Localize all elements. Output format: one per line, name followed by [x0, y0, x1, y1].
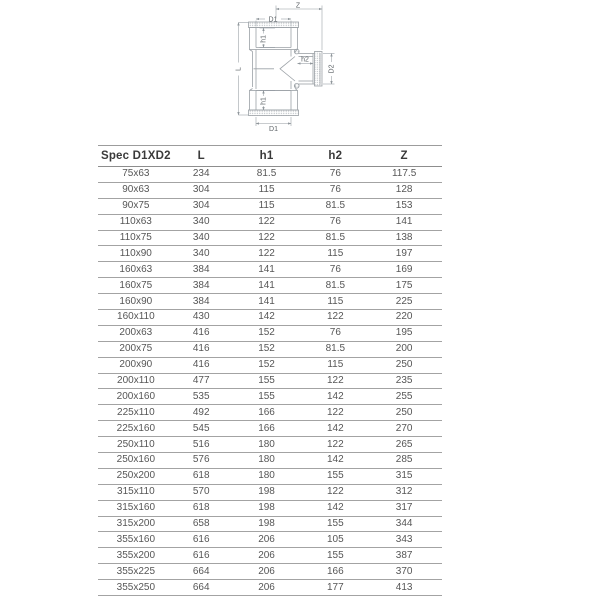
- table-cell-l: 492: [174, 405, 229, 421]
- table-cell-l: 616: [174, 548, 229, 564]
- table-cell-spec: 200x90: [98, 357, 174, 373]
- table-cell-h1: 122: [229, 230, 305, 246]
- table-cell-z: 200: [366, 341, 442, 357]
- table-cell-h2: 142: [304, 389, 366, 405]
- table-cell-h2: 76: [304, 182, 366, 198]
- table-cell-h2: 166: [304, 564, 366, 580]
- dim-label-h1-top: h1: [260, 34, 268, 43]
- table-cell-spec: 160x90: [98, 294, 174, 310]
- table-cell-h2: 81.5: [304, 341, 366, 357]
- table-cell-l: 340: [174, 214, 229, 230]
- branch-gasket-band: [315, 52, 323, 87]
- table-cell-h2: 177: [304, 580, 366, 596]
- table-cell-h1: 141: [229, 278, 305, 294]
- table-cell-z: 220: [366, 310, 442, 326]
- table-cell-l: 340: [174, 246, 229, 262]
- table-row: [98, 214, 442, 230]
- table-cell-h2: 76: [304, 262, 366, 278]
- dim-label-z: Z: [295, 2, 301, 10]
- table-cell-h2: 155: [304, 468, 366, 484]
- table-cell-h1: 206: [229, 548, 305, 564]
- table-cell-h2: 76: [304, 325, 366, 341]
- table-row: [98, 405, 442, 421]
- table-cell-h2: 81.5: [304, 198, 366, 214]
- table-cell-spec: 355x200: [98, 548, 174, 564]
- table-cell-l: 658: [174, 516, 229, 532]
- table-cell-z: 370: [366, 564, 442, 580]
- table-cell-h2: 122: [304, 310, 366, 326]
- table-cell-l: 570: [174, 484, 229, 500]
- table-cell-h2: 76: [304, 214, 366, 230]
- table-cell-spec: 110x90: [98, 246, 174, 262]
- table-cell-l: 416: [174, 325, 229, 341]
- table-cell-h1: 152: [229, 341, 305, 357]
- column-header-z: Z: [366, 146, 442, 167]
- table-cell-z: 153: [366, 198, 442, 214]
- table-cell-h1: 206: [229, 564, 305, 580]
- table-cell-h2: 142: [304, 500, 366, 516]
- table-row: [98, 246, 442, 262]
- table-cell-h2: 155: [304, 516, 366, 532]
- table-cell-z: 225: [366, 294, 442, 310]
- table-cell-l: 576: [174, 453, 229, 469]
- table-cell-spec: 225x110: [98, 405, 174, 421]
- table-row: [98, 167, 442, 183]
- table-cell-l: 340: [174, 230, 229, 246]
- table-cell-l: 616: [174, 532, 229, 548]
- bottom-gasket-band: [249, 110, 299, 116]
- table-row: [98, 357, 442, 373]
- table-cell-z: 197: [366, 246, 442, 262]
- header-row: [98, 146, 442, 167]
- table-cell-l: 234: [174, 167, 229, 183]
- table-row: [98, 468, 442, 484]
- table-cell-spec: 200x160: [98, 389, 174, 405]
- table-cell-z: 343: [366, 532, 442, 548]
- table-cell-h1: 155: [229, 389, 305, 405]
- table-cell-spec: 315x200: [98, 516, 174, 532]
- table-cell-spec: 110x63: [98, 214, 174, 230]
- dim-label-h1-bottom: h1: [260, 97, 268, 105]
- column-header-h1: h1: [229, 146, 305, 167]
- table-cell-z: 175: [366, 278, 442, 294]
- table-cell-z: 344: [366, 516, 442, 532]
- table-cell-z: 128: [366, 182, 442, 198]
- table-cell-l: 664: [174, 580, 229, 596]
- tee-fitting-drawing: [225, 0, 370, 140]
- table-cell-h2: 122: [304, 437, 366, 453]
- table-cell-z: 312: [366, 484, 442, 500]
- table-cell-z: 270: [366, 421, 442, 437]
- table-cell-z: 250: [366, 405, 442, 421]
- table-cell-z: 141: [366, 214, 442, 230]
- table-cell-z: 117.5: [366, 167, 442, 183]
- table-cell-l: 384: [174, 262, 229, 278]
- table-cell-z: 265: [366, 437, 442, 453]
- table-row: [98, 325, 442, 341]
- column-header-h2: h2: [304, 146, 366, 167]
- table-cell-z: 255: [366, 389, 442, 405]
- table-cell-h2: 122: [304, 405, 366, 421]
- dim-label-d2: D2: [328, 64, 336, 74]
- table-cell-z: 195: [366, 325, 442, 341]
- table-row: [98, 580, 442, 596]
- table-cell-h2: 115: [304, 294, 366, 310]
- table-cell-spec: 90x63: [98, 182, 174, 198]
- table-row: [98, 262, 442, 278]
- dim-label-h2: h2: [301, 56, 309, 64]
- table-cell-h1: 141: [229, 262, 305, 278]
- table-row: [98, 500, 442, 516]
- table-cell-h1: 206: [229, 580, 305, 596]
- table-cell-l: 618: [174, 468, 229, 484]
- table-cell-l: 618: [174, 500, 229, 516]
- table-row: [98, 516, 442, 532]
- branch-joint-gasket-bottom: [294, 83, 299, 88]
- table-cell-spec: 200x75: [98, 341, 174, 357]
- table-cell-spec: 200x110: [98, 373, 174, 389]
- table-cell-l: 416: [174, 341, 229, 357]
- table-row: [98, 453, 442, 469]
- table-row: [98, 182, 442, 198]
- table-cell-l: 416: [174, 357, 229, 373]
- table-cell-spec: 250x160: [98, 453, 174, 469]
- table-cell-h1: 198: [229, 500, 305, 516]
- table-cell-h1: 141: [229, 294, 305, 310]
- table-cell-spec: 355x225: [98, 564, 174, 580]
- table-cell-h1: 180: [229, 453, 305, 469]
- table-cell-spec: 225x160: [98, 421, 174, 437]
- table-cell-z: 387: [366, 548, 442, 564]
- table-cell-l: 430: [174, 310, 229, 326]
- table-cell-h1: 122: [229, 214, 305, 230]
- table-cell-l: 384: [174, 278, 229, 294]
- table-cell-h1: 142: [229, 310, 305, 326]
- table-cell-l: 545: [174, 421, 229, 437]
- table-cell-h2: 155: [304, 548, 366, 564]
- table-cell-l: 304: [174, 198, 229, 214]
- table-cell-spec: 90x75: [98, 198, 174, 214]
- table-cell-h1: 166: [229, 405, 305, 421]
- column-header-spec: Spec D1XD2: [98, 146, 174, 167]
- table-row: [98, 421, 442, 437]
- table-cell-z: 138: [366, 230, 442, 246]
- dim-label-d1-bottom: D1: [269, 126, 278, 133]
- table-cell-spec: 355x250: [98, 580, 174, 596]
- table-row: [98, 437, 442, 453]
- table-cell-h1: 115: [229, 198, 305, 214]
- table-cell-z: 285: [366, 453, 442, 469]
- table-cell-z: 413: [366, 580, 442, 596]
- table-cell-z: 317: [366, 500, 442, 516]
- table-row: [98, 198, 442, 214]
- table-cell-h1: 152: [229, 325, 305, 341]
- table-cell-l: 516: [174, 437, 229, 453]
- table-body: [98, 167, 442, 596]
- table-cell-h2: 81.5: [304, 230, 366, 246]
- table-cell-h2: 105: [304, 532, 366, 548]
- table-cell-h2: 76: [304, 167, 366, 183]
- table-cell-h2: 122: [304, 484, 366, 500]
- dimension-table: [98, 145, 442, 596]
- table-cell-h2: 81.5: [304, 278, 366, 294]
- table-row: [98, 532, 442, 548]
- table-cell-spec: 355x160: [98, 532, 174, 548]
- table-cell-l: 477: [174, 373, 229, 389]
- table-cell-h2: 142: [304, 421, 366, 437]
- table-cell-spec: 250x110: [98, 437, 174, 453]
- table-cell-h1: 198: [229, 484, 305, 500]
- table-cell-h2: 115: [304, 357, 366, 373]
- table-cell-h1: 198: [229, 516, 305, 532]
- table-header: [98, 146, 442, 167]
- table-row: [98, 310, 442, 326]
- table-cell-z: 235: [366, 373, 442, 389]
- table-cell-h1: 166: [229, 421, 305, 437]
- table-row: [98, 548, 442, 564]
- table-cell-spec: 75x63: [98, 167, 174, 183]
- table-cell-spec: 200x63: [98, 325, 174, 341]
- table-cell-spec: 110x75: [98, 230, 174, 246]
- table-row: [98, 484, 442, 500]
- dim-label-d1-top: D1: [268, 16, 278, 24]
- table-cell-h1: 115: [229, 182, 305, 198]
- table-cell-h1: 122: [229, 246, 305, 262]
- table-cell-h1: 152: [229, 357, 305, 373]
- table-cell-z: 169: [366, 262, 442, 278]
- table-cell-h1: 81.5: [229, 167, 305, 183]
- table-cell-spec: 160x63: [98, 262, 174, 278]
- column-header-l: L: [174, 146, 229, 167]
- table-cell-spec: 160x75: [98, 278, 174, 294]
- table-cell-h2: 115: [304, 246, 366, 262]
- table-cell-l: 664: [174, 564, 229, 580]
- table-cell-spec: 160x110: [98, 310, 174, 326]
- table-cell-spec: 315x110: [98, 484, 174, 500]
- table-cell-z: 250: [366, 357, 442, 373]
- table-cell-spec: 250x200: [98, 468, 174, 484]
- table-row: [98, 373, 442, 389]
- table-row: [98, 294, 442, 310]
- table-row: [98, 564, 442, 580]
- table-cell-l: 304: [174, 182, 229, 198]
- table-cell-h1: 206: [229, 532, 305, 548]
- table-cell-h2: 142: [304, 453, 366, 469]
- table-row: [98, 389, 442, 405]
- table-cell-h2: 122: [304, 373, 366, 389]
- table-cell-h1: 180: [229, 437, 305, 453]
- table-cell-spec: 315x160: [98, 500, 174, 516]
- table-cell-l: 384: [174, 294, 229, 310]
- table-cell-l: 535: [174, 389, 229, 405]
- table-row: [98, 278, 442, 294]
- dim-label-l: L: [235, 67, 243, 71]
- table-cell-h1: 155: [229, 373, 305, 389]
- table-cell-z: 315: [366, 468, 442, 484]
- branch-joint-gasket-top: [294, 49, 299, 54]
- table-row: [98, 230, 442, 246]
- table-row: [98, 341, 442, 357]
- table-cell-h1: 180: [229, 468, 305, 484]
- bore-taper: [280, 57, 295, 82]
